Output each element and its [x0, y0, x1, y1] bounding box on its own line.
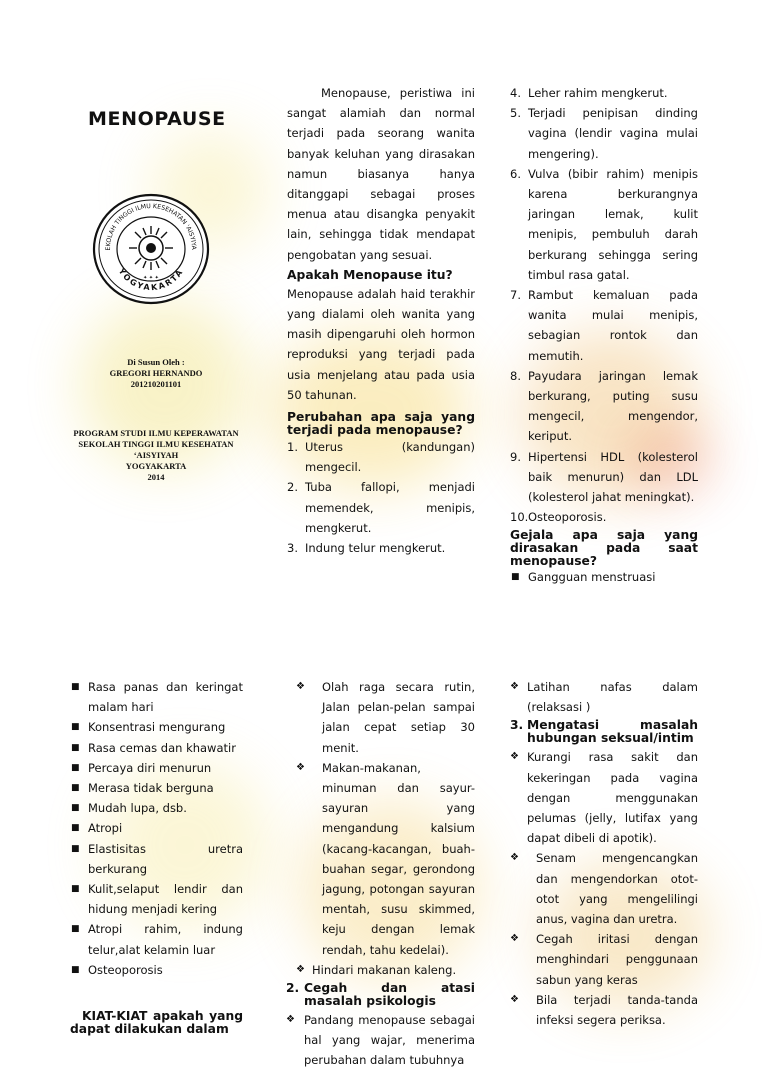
panel-tips-continued: [510, 677, 698, 1030]
panel-tips: [286, 677, 475, 1071]
heading-changes: Perubahan apa saja yang terjadi pada menopause?: [287, 410, 475, 438]
heading-symptoms: Gejala apa saja yang dirasakan pada saat menopause?: [510, 528, 698, 569]
list-item: ■ Rasa cemas dan khawatir: [71, 740, 236, 755]
program-name: PROGRAM STUDI ILMU KEPERAWATAN: [73, 428, 239, 438]
list-item: 8. Payudara jaringan lemak berkurang, puting susu mengecil, mengendor, keriput.: [510, 368, 698, 444]
author-name: GREGORI HERNANDO: [109, 368, 203, 378]
tips-list: [296, 677, 475, 980]
list-item: ■ Mudah lupa, dsb.: [71, 801, 187, 816]
list-item: 5. Terjadi penipisan dinding vagina (lendir vagina mulai mengering).: [510, 106, 698, 161]
city: YOGYAKARTA: [125, 461, 187, 471]
intimacy-list: [510, 747, 698, 1030]
page-title: MENOPAUSE: [88, 108, 226, 130]
list-item: ■ Atropi rahim, indung telur,alat kelamin luar: [71, 922, 243, 957]
intro-paragraph: Menopause, peristiwa ini sangat alamiah dan normal terjadi pada seorang wanita banyak keluhan yang dirasakan namun biasanya hanya ditanggapi sebagai proses menua atau disangka penyakit lain, sehingga tidak mendapat pengobatan yang sesuai.: [287, 86, 475, 262]
list-item: ■ Kulit,selaput lendir dan hidung menjadi kering: [71, 882, 243, 917]
svg-text:YOGYAKARTA: YOGYAKARTA: [116, 266, 186, 293]
heading-psychological: 2. Cegah dan atasi masalah psikologis: [286, 981, 475, 1009]
list-item: ■ Percaya diri menurun: [71, 760, 212, 775]
changes-list: [287, 437, 475, 558]
definition-paragraph: Menopause adalah haid terakhir yang dialami oleh wanita yang masih dipengaruhi oleh hormon reproduksi yang terjadi pada usia menjelang atau pada usia 50 tahunan.: [287, 286, 475, 402]
list-item: ■ Konsentrasi mengurang: [71, 720, 226, 735]
list-item: ❖ Latihan nafas dalam (relaksasi ): [510, 680, 698, 715]
psychological-list: [286, 1010, 475, 1071]
list-item: ❖ Olah raga secara rutin, Jalan pelan-pelan sampai jalan cepat setiap 30 menit.: [296, 680, 475, 755]
school-seal-icon: [92, 193, 210, 305]
list-item: ❖ Cegah iritasi dengan menghindari penggunaan sabun yang keras: [510, 932, 698, 987]
list-item: ❖ Kurangi rasa sakit dan kekeringan pada vagina dengan menggunakan pelumas (jelly, lutifax yang dapat dibeli di apotik).: [510, 750, 698, 846]
list-item: 1. Uterus (kandungan) mengecil.: [287, 440, 475, 475]
tips-list-continued: [510, 677, 698, 717]
list-item: ❖ Senam mengencangkan dan mengendorkan otot-otot yang mengelilingi anus, vagina dan uretra.: [510, 851, 698, 927]
year: 2014: [147, 472, 165, 482]
svg-text:✦ ✦ ✦: ✦ ✦ ✦: [143, 275, 159, 281]
school-name-2: ‘AISYIYAH: [133, 450, 179, 460]
list-item: ❖ Hindari makanan kaleng.: [296, 962, 457, 977]
school-logo: [92, 193, 210, 305]
list-item: ■ Gangguan menstruasi: [511, 570, 656, 585]
changes-list-continued: [510, 83, 698, 527]
symptoms-list-continued: [70, 677, 243, 980]
author-label: Di Susun Oleh :: [127, 357, 185, 367]
panel-intro: [287, 83, 475, 558]
list-item: 10. Osteoporosis.: [510, 510, 607, 525]
list-item: 9. Hipertensi HDL (kolesterol baik menurun) dan LDL (kolesterol jahat meningkat).: [510, 449, 698, 505]
list-item: ■ Merasa tidak berguna: [71, 781, 214, 796]
list-item: ❖ Bila terjadi tanda-tanda infeksi segera periksa.: [510, 992, 698, 1028]
panel-changes-continued: [510, 83, 698, 588]
heading-intimacy: 3. Mengatasi masalah hubungan seksual/intim: [510, 718, 698, 746]
list-item: 7. Rambut kemaluan pada wanita mulai menipis, sebagian rontok dan memutih.: [510, 288, 698, 363]
list-item: ■ Osteoporosis: [71, 962, 163, 977]
svg-text:SEKOLAH TINGGI ILMU KESEHATAN: EKOLAH TINGGI ILMU KESEHATAN 'AISYIYA: [104, 202, 198, 251]
list-item: 4. Leher rahim mengkerut.: [510, 86, 668, 100]
list-item: 3. Indung telur mengkerut.: [287, 541, 446, 556]
author-id: 201210201101: [130, 379, 182, 389]
symptoms-list: [510, 567, 698, 587]
list-item: 2. Tuba fallopi, menjadi memendek, menipis, mengkerut.: [287, 480, 475, 535]
list-item: ■ Elastisitas uretra berkurang: [71, 841, 243, 876]
panel-symptoms-continued: [70, 677, 243, 1038]
list-item: ❖ Pandang menopause sebagai hal yang wajar, menerima perubahan dalam tubuhnya: [286, 1013, 475, 1068]
list-item: ■ Rasa panas dan keringat malam hari: [71, 680, 243, 715]
heading-tips: KIAT-KIAT apakah yang dapat dilakukan dalam: [70, 1009, 243, 1037]
list-item: 6. Vulva (bibir rahim) menipis karena berkurangnya jaringan lemak, kulit menipis, pembuluh darah berkurang sehingga sering timbul rasa gatal.: [510, 166, 698, 282]
heading-what-is-menopause: Apakah Menopause itu?: [287, 267, 453, 282]
list-item: ❖ Makan-makanan, minuman dan sayur-sayuran yang mengandung kalsium (kacang-kacangan, buah-buahan segar, gerondong jagung, potongan sayuran mentah, susu skimmed, keju dengan lemak rendah, tahu kedelai).: [296, 760, 475, 957]
list-item: ■ Atropi: [71, 821, 123, 836]
school-name: SEKOLAH TINGGI ILMU KESEHATAN: [78, 439, 234, 449]
